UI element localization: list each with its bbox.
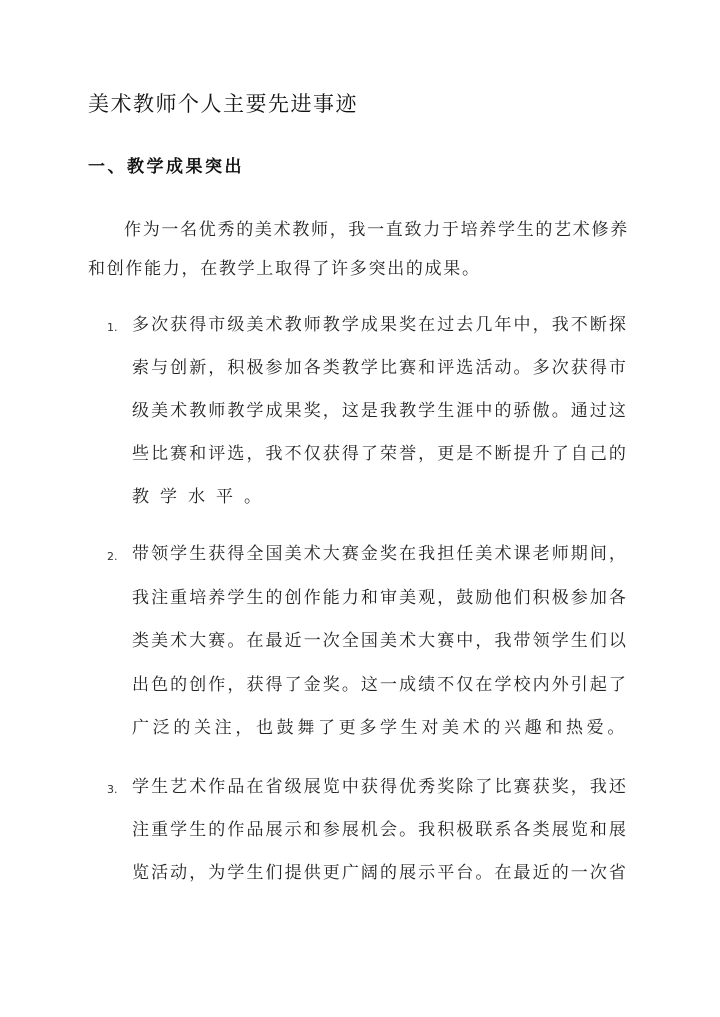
list-number: 3. <box>107 783 118 796</box>
list-line: 学生艺术作品在省级展览中获得优秀奖除了比赛获奖，我还 <box>132 777 628 797</box>
list-line: 教学水平。 <box>132 487 272 507</box>
list-number: 1. <box>107 321 118 334</box>
intro-line: 和创作能力，在教学上取得了许多突出的成果。 <box>88 259 481 279</box>
list-line: 带领学生获得全国美术大赛金奖在我担任美术课老师期间， <box>132 544 628 564</box>
list-line: 我注重培养学生的创作能力和审美观，鼓励他们积极参加各 <box>132 588 628 608</box>
list-line: 注重学生的作品展示和参展机会。我积极联系各类展览和展 <box>132 820 628 840</box>
list-line: 多次获得市级美术教师教学成果奖在过去几年中，我不断探 <box>132 315 628 335</box>
list-line: 些比赛和评选，我不仅获得了荣誉，更是不断提升了自己的 <box>132 444 628 464</box>
list-line: 类美术大赛。在最近一次全国美术大赛中，我带领学生们以 <box>132 631 628 651</box>
section-heading: 一、教学成果突出 <box>88 157 244 177</box>
list-line: 出色的创作，获得了金奖。这一成绩不仅在学校内外引起了 <box>132 675 628 695</box>
list-line: 览活动，为学生们提供更广阔的展示平台。在最近的一次省 <box>132 863 628 883</box>
list-line: 级美术教师教学成果奖，这是我教学生涯中的骄傲。通过这 <box>132 401 628 421</box>
list-line: 索与创新，积极参加各类教学比赛和评选活动。多次获得市 <box>132 358 628 378</box>
intro-line: 作为一名优秀的美术教师，我一直致力于培养学生的艺术修养 <box>124 220 629 240</box>
list-number: 2. <box>107 550 118 563</box>
document-title: 美术教师个人主要先进事迹 <box>88 92 358 116</box>
list-line: 广泛的关注，也鼓舞了更多学生对美术的兴趣和热爱。 <box>132 718 628 738</box>
